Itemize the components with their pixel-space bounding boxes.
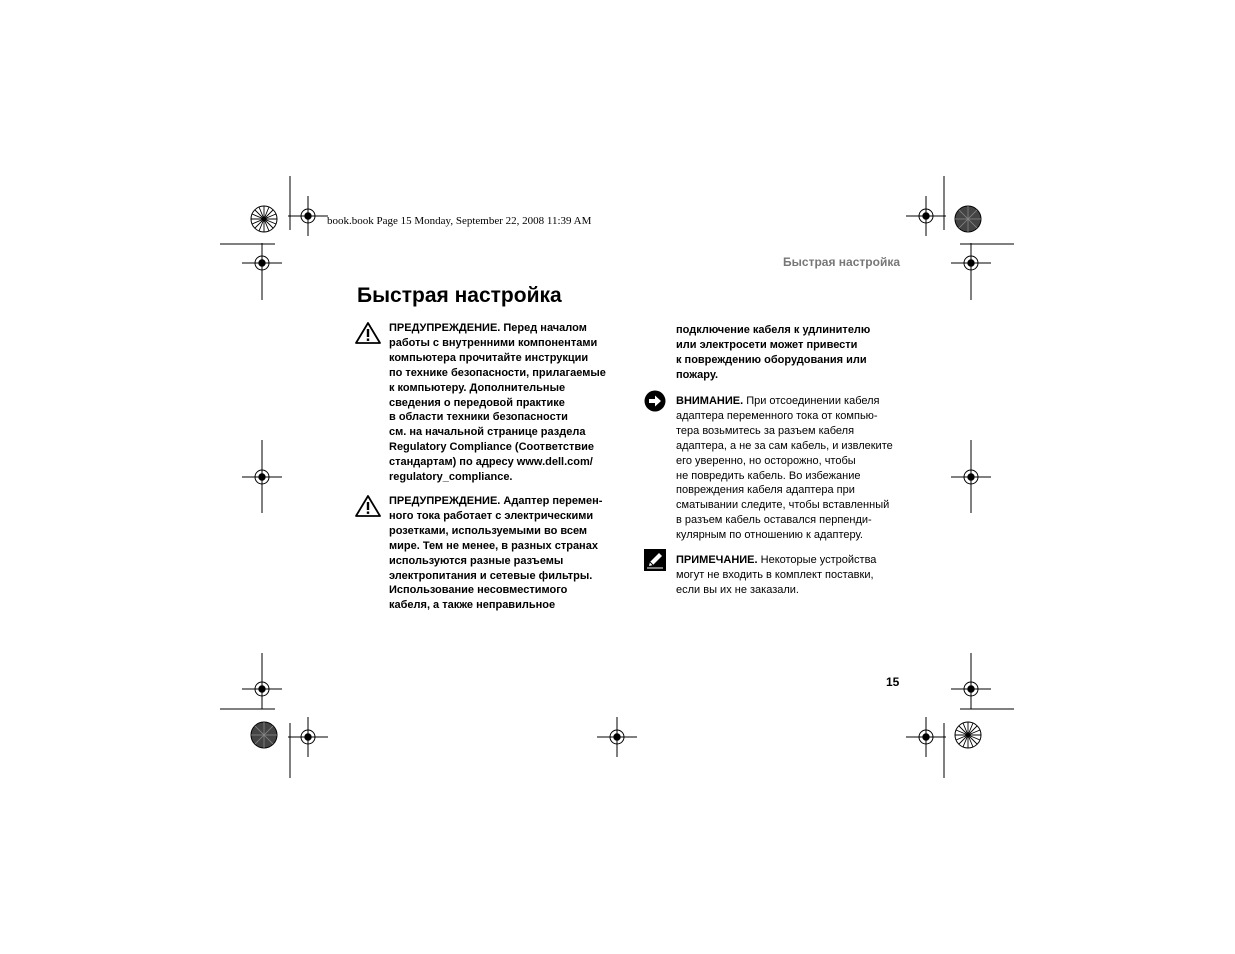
warning-body: Перед началом работы с внутренними компонентами компьютера прочитайте инструкции по технике безопасности, прилагаемые к компьютеру. Дополнительные сведения о передовой практике в области техники безопасности см. на начальной странице раздела Regulatory Compliance (Соответствие стандартам) по адресу www.dell.com/ regulatory_compliance. bbox=[389, 322, 606, 484]
page-title: Быстрая настройка bbox=[357, 284, 562, 307]
caution-notice bbox=[644, 390, 914, 543]
note-text bbox=[676, 549, 914, 598]
note-label: ПРИМЕЧАНИЕ. bbox=[676, 554, 758, 566]
caution-text bbox=[676, 390, 914, 543]
note-notice bbox=[644, 549, 914, 598]
warning-1-text bbox=[389, 321, 624, 485]
caution-label: ВНИМАНИЕ. bbox=[676, 395, 744, 407]
print-stamp: book.book Page 15 Monday, September 22, 2008 11:39 AM bbox=[327, 215, 592, 227]
caution-body: При отсоединении кабеля адаптера переменного тока от компью- тера возьмитесь за разъем кабеля адаптера, а не за сам кабель, и извлеките его уверенно, но осторожно, чтобы не повредить кабель. Во избежание повреждения кабеля адаптера при сматывании следите, чтобы вставленный в разъем кабель оставался перпенди- кулярным по отношению к адаптеру. bbox=[676, 395, 893, 542]
warning-2-text bbox=[389, 494, 624, 613]
note-body: Некоторые устройства могут не входить в комплект поставки, если вы их не заказали. bbox=[676, 554, 877, 596]
warning-triangle-icon bbox=[354, 321, 382, 345]
running-head: Быстрая настройка bbox=[783, 255, 900, 269]
page-number: 15 bbox=[886, 675, 900, 689]
pencil-note-icon bbox=[644, 549, 666, 571]
warning-notice-1 bbox=[354, 321, 624, 485]
warning-label: ПРЕДУПРЕЖДЕНИЕ. bbox=[389, 495, 501, 507]
warning-triangle-icon bbox=[354, 494, 382, 518]
warning-notice-2 bbox=[354, 494, 624, 613]
arrow-circle-icon bbox=[644, 390, 666, 412]
warning-label: ПРЕДУПРЕЖДЕНИЕ. bbox=[389, 322, 501, 334]
warning-body: Адаптер перемен- ного тока работает с электрическими розетками, используемыми во всем мире. Тем не менее, в разных странах используются разные разъемы электропитания и сетевые фильтры. Использование несовместимого кабеля, а также неправильное bbox=[389, 495, 603, 612]
warning-2-continued: подключение кабеля к удлинителю или электросети может привести к повреждению оборудования или пожару. bbox=[676, 324, 871, 381]
